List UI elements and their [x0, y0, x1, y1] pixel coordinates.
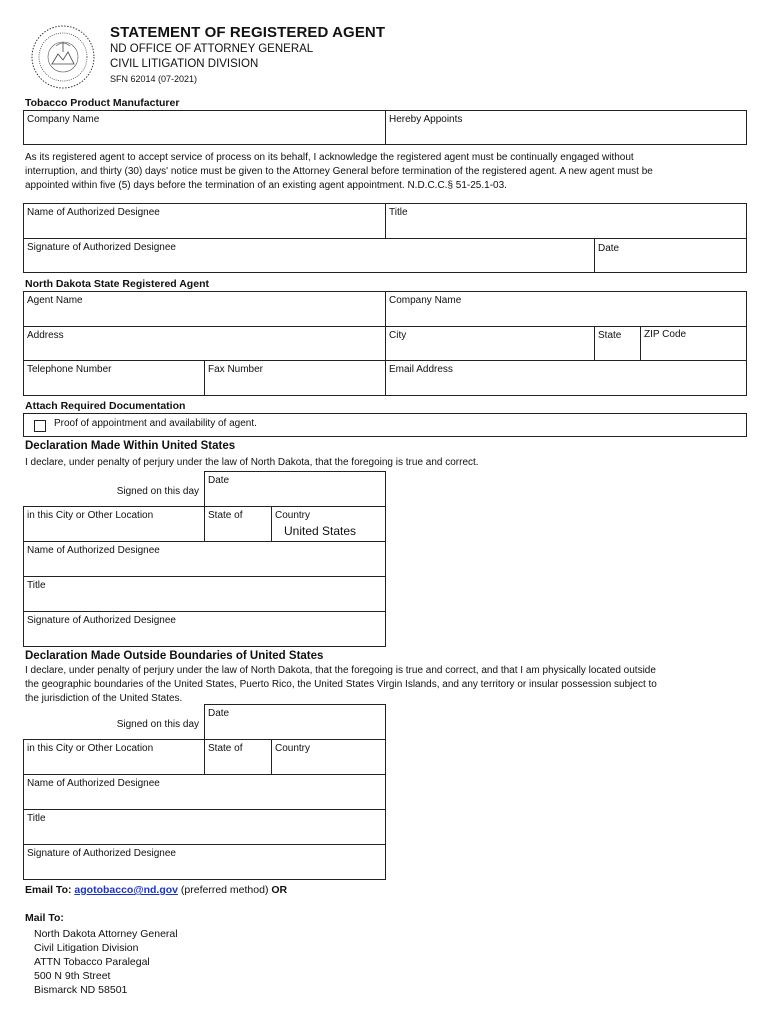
outside-country-field[interactable] — [271, 739, 386, 775]
outside-signed-on — [23, 704, 205, 740]
agent-company-label: Company Name — [389, 295, 462, 306]
company-name-field[interactable] — [23, 110, 386, 145]
within-us-heading: Declaration Made Within United States — [25, 440, 236, 452]
manufacturer-heading: Tobacco Product Manufacturer — [25, 97, 180, 109]
agent-city-field[interactable] — [385, 326, 595, 361]
outside-signature-field[interactable] — [23, 844, 386, 880]
agent-company-field[interactable] — [385, 291, 747, 327]
acknowledgement-line-1: As its registered agent to accept service of process on its behalf, I acknowledge the registered agent must be continually engaged without — [25, 152, 634, 163]
proof-row — [23, 413, 747, 437]
within-city-label: in this City or Other Location — [27, 510, 154, 521]
outside-city-label: in this City or Other Location — [27, 743, 154, 754]
outside-country-label: Country — [275, 743, 311, 754]
outside-us-text — [25, 664, 745, 706]
agent-state-field[interactable] — [594, 326, 641, 361]
outside-title-field[interactable] — [23, 809, 386, 845]
outside-state-field[interactable] — [204, 739, 272, 775]
within-city-field[interactable] — [23, 506, 205, 542]
designee-title-field[interactable] — [385, 203, 747, 239]
mail-line: ATTN Tobacco Paralegal — [34, 956, 150, 968]
email-to-label: Email To: — [25, 884, 72, 896]
attach-heading: Attach Required Documentation — [25, 400, 186, 412]
within-us-text: I declare, under penalty of perjury under the law of North Dakota, that the foregoing is true and correct. — [25, 457, 479, 468]
hereby-appoints-field[interactable] — [385, 110, 747, 145]
mail-line: Civil Litigation Division — [34, 942, 139, 954]
agent-fax-field[interactable] — [204, 360, 386, 396]
agent-state-label: State — [598, 330, 622, 341]
agent-address-field[interactable] — [23, 326, 386, 361]
agent-email-field[interactable] — [385, 360, 747, 396]
outside-us-line-2: the geographic boundaries of the United States, Puerto Rico, the United States Virgin Islands, and any territory or insular possession subject to — [25, 679, 657, 690]
agent-address-label: Address — [27, 330, 64, 341]
agent-zip-field[interactable] — [640, 326, 747, 361]
within-signature-field[interactable] — [23, 611, 386, 647]
email-note: (preferred method) — [180, 884, 269, 896]
mail-line: North Dakota Attorney General — [34, 928, 178, 940]
agent-email-label: Email Address — [389, 364, 453, 375]
designee-name-field[interactable] — [23, 203, 386, 239]
designee-name-label: Name of Authorized Designee — [27, 207, 160, 218]
within-title-label: Title — [27, 580, 46, 591]
within-country-label: Country — [275, 510, 311, 521]
agent-telephone-field[interactable] — [23, 360, 205, 396]
form-number: SFN 62014 (07-2021) — [110, 74, 198, 84]
outside-signed-on-label: Signed on this day — [116, 719, 199, 730]
office-name: ND OFFICE OF ATTORNEY GENERAL — [110, 43, 314, 55]
designee-title-label: Title — [389, 207, 408, 218]
mailing-address — [34, 927, 178, 997]
within-date-label: Date — [208, 475, 230, 486]
mail-line: Bismarck ND 58501 — [34, 984, 128, 996]
proof-checkbox[interactable] — [34, 420, 46, 432]
within-date-field[interactable] — [204, 471, 386, 507]
acknowledgement-text — [25, 151, 745, 193]
outside-us-heading: Declaration Made Outside Boundaries of United States — [25, 650, 324, 662]
designee-date-field[interactable] — [594, 238, 747, 273]
within-country-field[interactable] — [271, 506, 386, 542]
or-label: OR — [271, 884, 288, 896]
within-signature-label: Signature of Authorized Designee — [27, 615, 176, 626]
agent-name-field[interactable] — [23, 291, 386, 327]
agent-name-label: Agent Name — [27, 295, 83, 306]
agent-city-label: City — [389, 330, 407, 341]
email-link[interactable]: agotobacco@nd.gov — [74, 884, 178, 896]
company-name-label: Company Name — [27, 114, 100, 125]
within-title-field[interactable] — [23, 576, 386, 612]
within-name-label: Name of Authorized Designee — [27, 545, 160, 556]
agent-zip-label: ZIP Code — [644, 329, 687, 340]
agent-fax-label: Fax Number — [208, 364, 264, 375]
outside-us-line-1: I declare, under penalty of perjury under the law of North Dakota, that the foregoing is true and correct, and that I am physically located outside — [25, 665, 656, 676]
agent-heading: North Dakota State Registered Agent — [25, 278, 209, 290]
within-country-value: United States — [284, 524, 357, 538]
agent-telephone-label: Telephone Number — [27, 364, 112, 375]
designee-date-label: Date — [598, 243, 620, 254]
state-seal-logo — [30, 24, 96, 90]
outside-date-field[interactable] — [204, 704, 386, 740]
designee-signature-field[interactable] — [23, 238, 595, 273]
outside-name-label: Name of Authorized Designee — [27, 778, 160, 789]
outside-us-line-3: the jurisdiction of the United States. — [25, 693, 183, 704]
email-instructions — [25, 884, 287, 896]
form-title: STATEMENT OF REGISTERED AGENT — [110, 24, 386, 41]
proof-label: Proof of appointment and availability of agent. — [54, 418, 257, 429]
designee-signature-label: Signature of Authorized Designee — [27, 242, 176, 253]
acknowledgement-line-3: appointed within five (5) days before the termination of an existing agent appointment. N.D.C.C.§ 51-25.1-03. — [25, 180, 507, 191]
hereby-appoints-label: Hereby Appoints — [389, 114, 463, 125]
division-name: CIVIL LITIGATION DIVISION — [110, 58, 259, 70]
acknowledgement-line-2: interruption, and thirty (30) days' notice must be given to the Attorney General before termination of the registered agent. A new agent must be — [25, 166, 653, 177]
outside-title-label: Title — [27, 813, 46, 824]
outside-state-label: State of — [208, 743, 243, 754]
within-signed-on — [23, 471, 205, 507]
outside-date-label: Date — [208, 708, 230, 719]
outside-signature-label: Signature of Authorized Designee — [27, 848, 176, 859]
mail-to-label: Mail To: — [25, 912, 64, 924]
within-signed-on-label: Signed on this day — [116, 486, 199, 497]
within-state-field[interactable] — [204, 506, 272, 542]
within-state-label: State of — [208, 510, 243, 521]
outside-city-field[interactable] — [23, 739, 205, 775]
outside-name-field[interactable] — [23, 774, 386, 810]
within-name-field[interactable] — [23, 541, 386, 577]
mail-line: 500 N 9th Street — [34, 970, 111, 982]
